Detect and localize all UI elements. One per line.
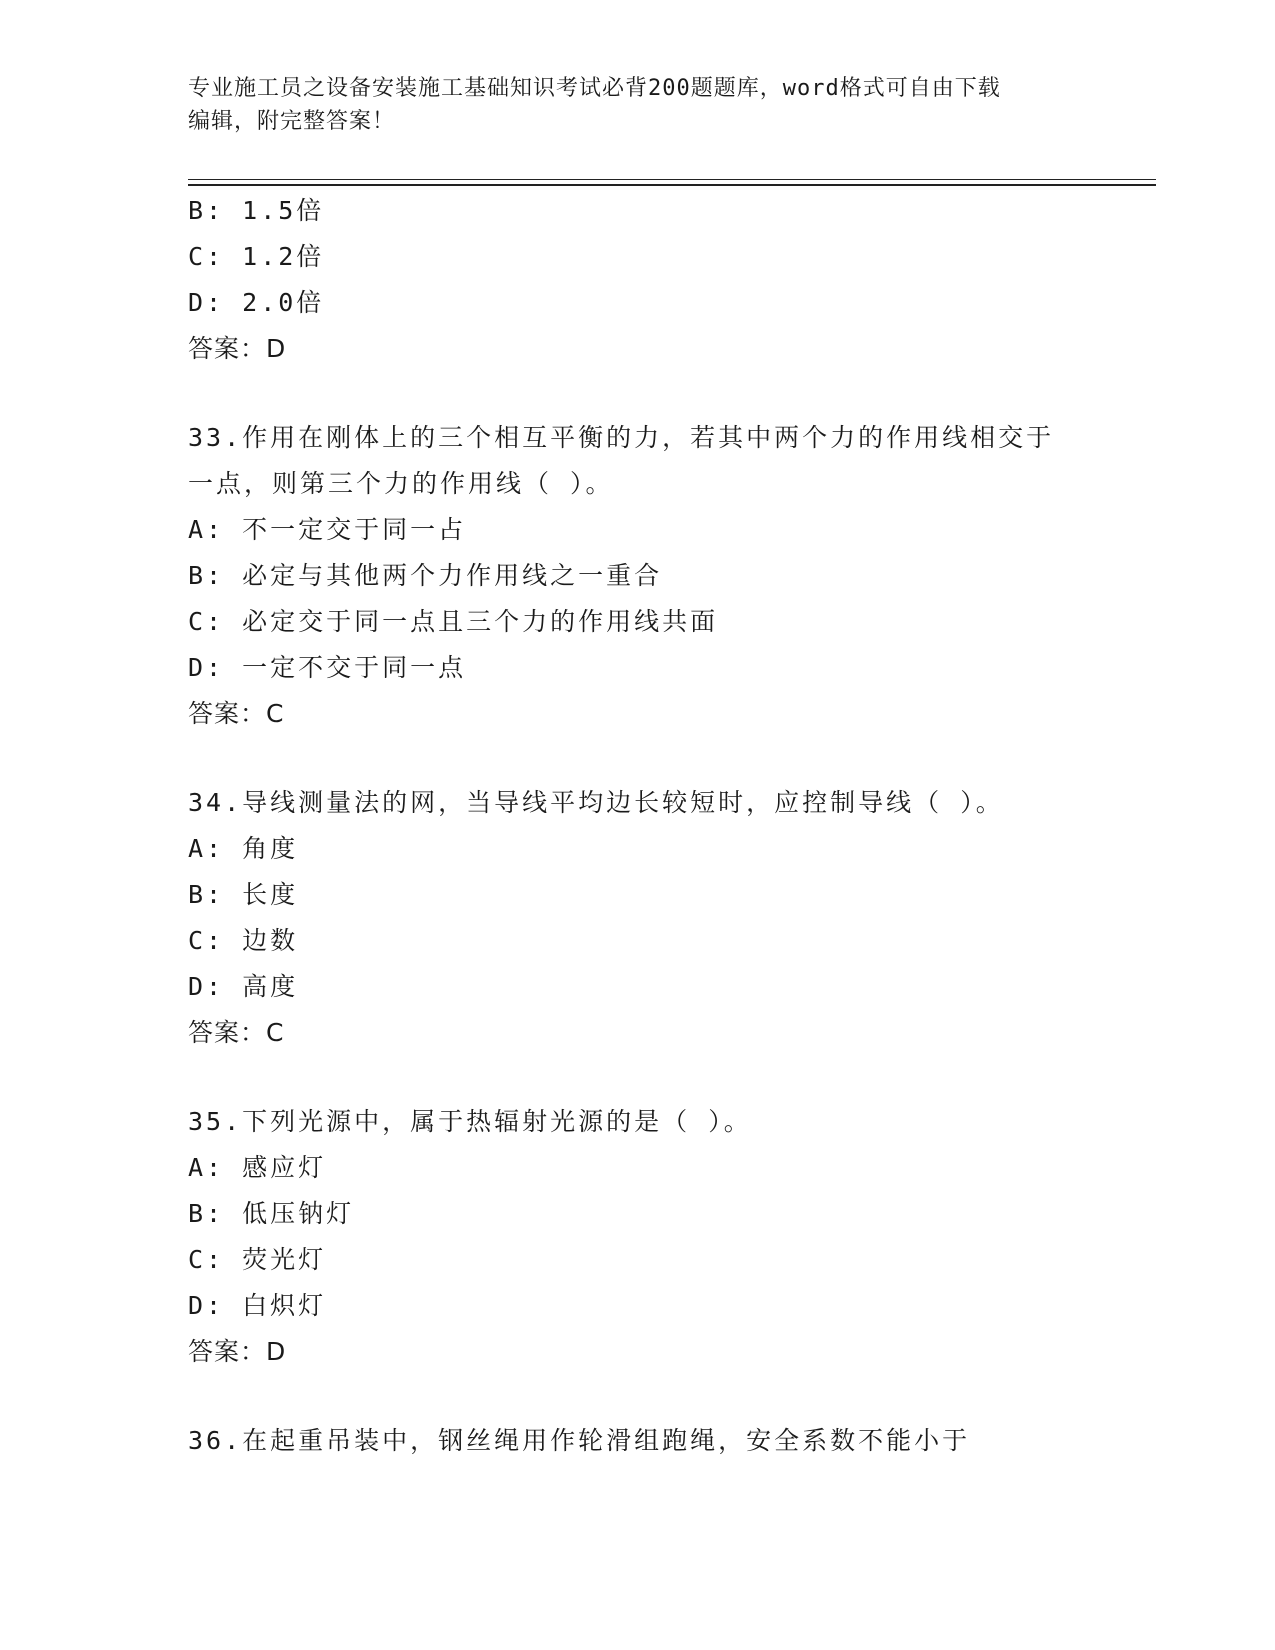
option-c: C: 荧光灯: [188, 1245, 327, 1274]
question-list: [188, 188, 1088, 1464]
option-d: D: 白炽灯: [188, 1291, 327, 1320]
option-a: A: 感应灯: [188, 1153, 327, 1182]
answer-line: 答案：C: [188, 699, 285, 728]
option-d: D: 一定不交于同一点: [188, 653, 467, 682]
question-stem: 36.在起重吊装中，钢丝绳用作轮滑组跑绳，安全系数不能小于: [188, 1426, 971, 1455]
document-header: [188, 72, 1088, 138]
option-b: B: 低压钠灯: [188, 1199, 355, 1228]
option-c: C: 1.2倍: [188, 242, 325, 271]
question-stem: 35.下列光源中，属于热辐射光源的是（ ）。: [188, 1107, 752, 1136]
answer-line: 答案：D: [188, 334, 287, 363]
question-stem-line-1: 33.作用在刚体上的三个相互平衡的力，若其中两个力的作用线相交于: [188, 423, 1055, 452]
header-title-line-1: 专业施工员之设备安装施工基础知识考试必背200题题库，word格式可自由下载: [188, 76, 1001, 101]
question-stem: 34.导线测量法的网，当导线平均边长较短时，应控制导线（ ）。: [188, 788, 1004, 817]
header-divider-thick: [188, 184, 1156, 186]
answer-line: 答案：D: [188, 1337, 287, 1366]
option-b: B: 必定与其他两个力作用线之一重合: [188, 561, 663, 590]
answer-line: 答案：C: [188, 1018, 285, 1047]
option-d: D: 高度: [188, 972, 299, 1001]
question-32: [188, 188, 1088, 372]
option-a: A: 角度: [188, 834, 299, 863]
question-36: [188, 1418, 1088, 1464]
question-33: [188, 415, 1088, 737]
header-divider-thin: [188, 179, 1156, 180]
option-c: C: 必定交于同一点且三个力的作用线共面: [188, 607, 719, 636]
question-34: [188, 780, 1088, 1056]
option-d: D: 2.0倍: [188, 288, 325, 317]
question-35: [188, 1099, 1088, 1375]
question-stem-line-2: 一点，则第三个力的作用线（ ）。: [188, 469, 614, 498]
option-a: A: 不一定交于同一占: [188, 515, 467, 544]
header-title-line-2: 编辑，附完整答案！: [188, 109, 396, 134]
option-c: C: 边数: [188, 926, 299, 955]
option-b: B: 长度: [188, 880, 299, 909]
option-b: B: 1.5倍: [188, 196, 325, 225]
